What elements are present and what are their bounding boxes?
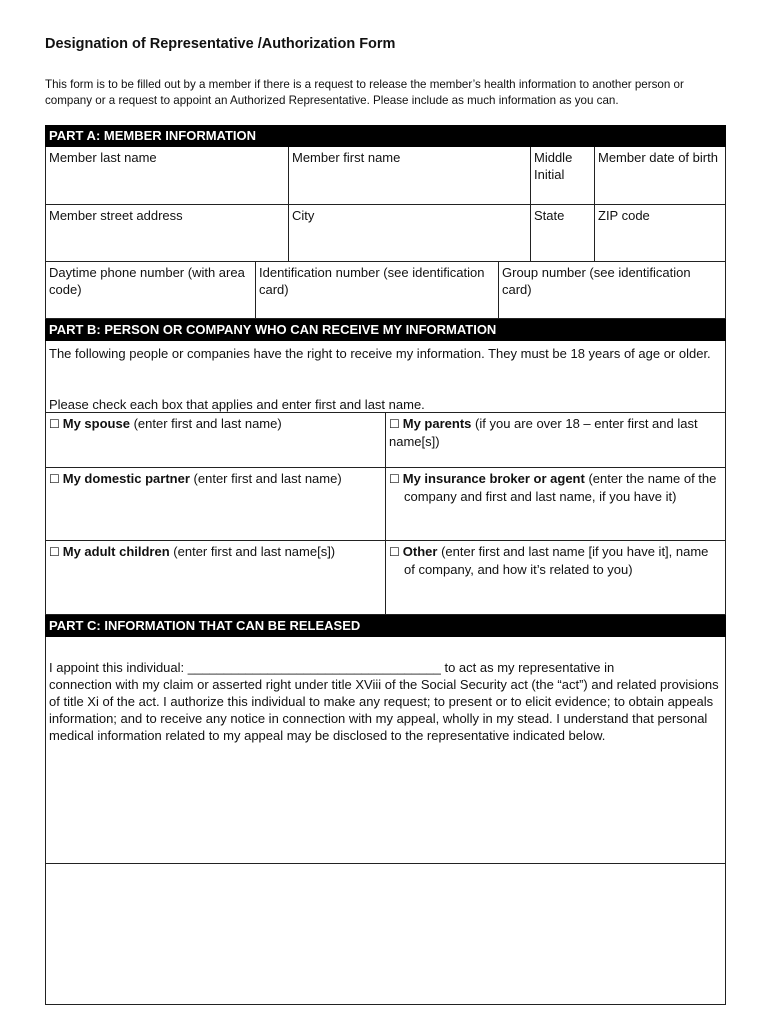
broker-hint: (enter the name of the company and first and last name, if you have it) [404, 471, 717, 504]
domestic-partner-hint: (enter first and last name) [193, 471, 342, 486]
representative-name-blank[interactable]: ___________________________________ [187, 660, 441, 675]
spouse-label: My spouse [62, 416, 130, 431]
middle-initial-field[interactable] [530, 147, 594, 205]
parents-option[interactable] [385, 412, 726, 468]
other-option[interactable] [385, 541, 726, 615]
phone-field[interactable] [45, 262, 255, 319]
domestic-partner-option[interactable] [45, 468, 385, 541]
state-label: State [534, 208, 565, 223]
appoint-suffix: to act as my representative in [444, 660, 615, 675]
domestic-partner-label: My domestic partner [62, 471, 190, 486]
part-a-heading: PART A: MEMBER INFORMATION [45, 125, 726, 147]
member-first-name-label: Member first name [292, 150, 401, 165]
form-title: Designation of Representative /Authorization Form [45, 36, 396, 52]
broker-label: My insurance broker or agent [402, 471, 585, 486]
part-c-heading: PART C: INFORMATION THAT CAN BE RELEASED [45, 615, 726, 637]
adult-children-option[interactable] [45, 541, 385, 615]
date-of-birth-label: Member date of birth [598, 150, 718, 165]
group-number-label: Group number (see identification card) [502, 265, 691, 297]
appoint-line [49, 659, 723, 676]
authorization-text: connection with my claim or asserted right under title XViii of the Social Security act (the “act”) and related provisions of title Xi of the act. I authorize this individual to make any request; to present or to elicit evidence; to obtain appeals information; and to receive any notice in connection with my appeal, wholly in my stead. I understand that personal medical information related to my appeal may be disclosed to the representative indicated below. [49, 677, 719, 743]
zip-code-label: ZIP code [598, 208, 650, 223]
other-label: Other [402, 544, 438, 559]
identification-number-field[interactable] [255, 262, 498, 319]
phone-label: Daytime phone number (with area code) [49, 265, 245, 297]
appoint-prefix: I appoint this individual: [49, 660, 185, 675]
part-b-instruction: Please check each box that applies and enter first and last name. [49, 397, 425, 412]
member-last-name-label: Member last name [49, 150, 157, 165]
parents-hint: (if you are over 18 – enter first and last name[s]) [389, 416, 698, 449]
street-address-field[interactable] [45, 205, 288, 262]
signature-area[interactable] [45, 863, 726, 1005]
form-intro: This form is to be filled out by a member if there is a request to release the member’s health information to another person or company or a request to appoint an Authorized Representative. Please include as much information as you can. [45, 78, 684, 107]
middle-initial-label: Middle Initial [534, 150, 573, 182]
member-first-name-field[interactable] [288, 147, 530, 205]
parents-checkbox[interactable]: ☐ [389, 417, 400, 431]
identification-number-label: Identification number (see identification card) [259, 265, 485, 297]
parents-label: My parents [402, 416, 472, 431]
zip-code-field[interactable] [594, 205, 726, 262]
part-b-intro: The following people or companies have the right to receive my information. They must be 18 years of age or older. [49, 346, 711, 361]
spouse-hint: (enter first and last name) [133, 416, 282, 431]
part-b-heading: PART B: PERSON OR COMPANY WHO CAN RECEIVE MY INFORMATION [45, 319, 726, 341]
adult-children-label: My adult children [62, 544, 170, 559]
domestic-partner-checkbox[interactable]: ☐ [49, 472, 60, 486]
other-checkbox[interactable]: ☐ [389, 545, 400, 559]
spouse-checkbox[interactable]: ☐ [49, 417, 60, 431]
state-field[interactable] [530, 205, 594, 262]
city-label: City [292, 208, 315, 223]
other-hint: (enter first and last name [if you have it], name of company, and how it’s related to you) [404, 544, 709, 577]
street-address-label: Member street address [49, 208, 183, 223]
broker-checkbox[interactable]: ☐ [389, 472, 400, 486]
group-number-field[interactable] [498, 262, 726, 319]
member-last-name-field[interactable] [45, 147, 288, 205]
adult-children-hint: (enter first and last name[s]) [173, 544, 336, 559]
city-field[interactable] [288, 205, 530, 262]
broker-option[interactable] [385, 468, 726, 541]
adult-children-checkbox[interactable]: ☐ [49, 545, 60, 559]
date-of-birth-field[interactable] [594, 147, 726, 205]
spouse-option[interactable] [45, 412, 385, 468]
